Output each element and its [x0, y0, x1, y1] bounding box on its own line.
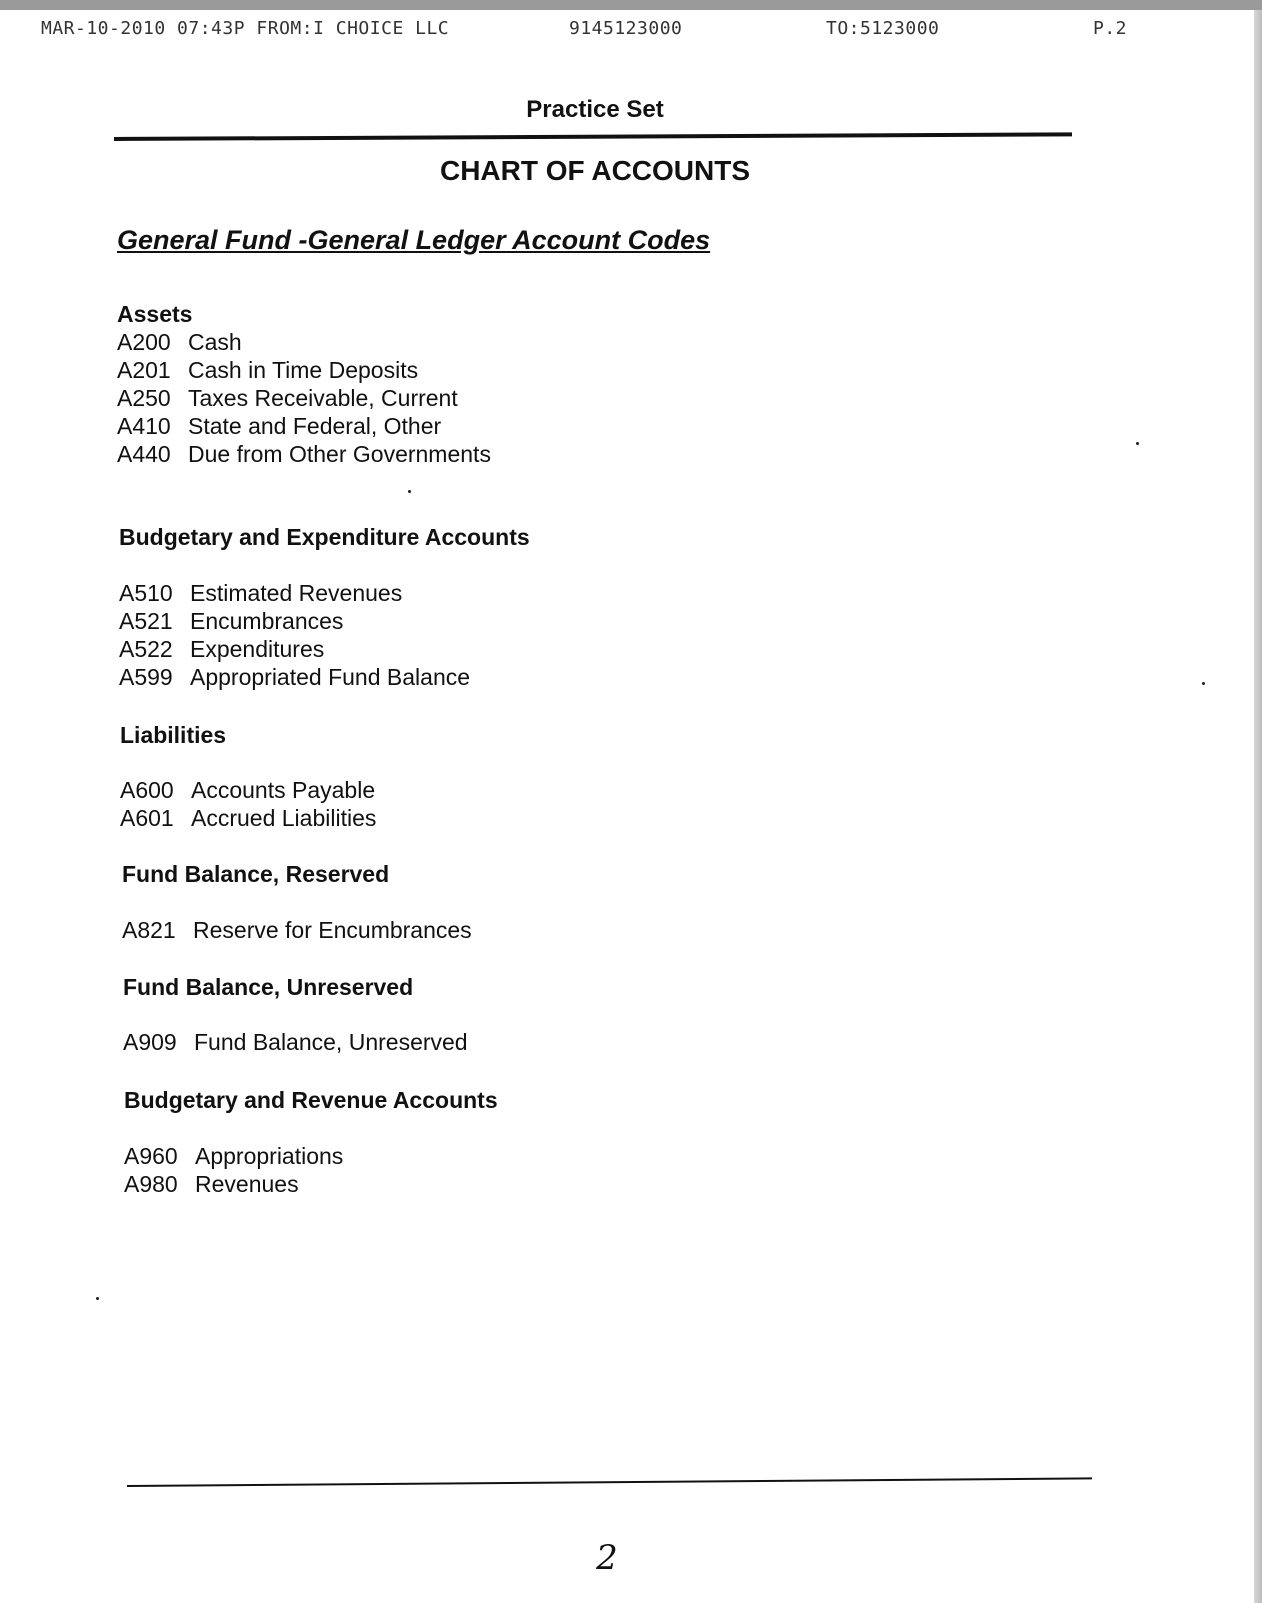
scan-speck [96, 1297, 99, 1300]
account-code: A599 [119, 664, 173, 690]
fax-header-page: P.2 [1093, 18, 1128, 39]
account-name: Appropriated Fund Balance [190, 664, 471, 690]
account-row [120, 777, 375, 804]
section-heading-liabilities: Liabilities [120, 722, 227, 748]
section-heading-fund-balance-reserved: Fund Balance, Reserved [122, 861, 390, 887]
account-code: A522 [119, 636, 173, 662]
account-row [124, 1143, 343, 1170]
scan-speck [1136, 442, 1139, 445]
account-row [123, 1029, 468, 1056]
account-row [122, 917, 472, 944]
scan-speck [1202, 682, 1205, 685]
account-name: Expenditures [190, 636, 325, 662]
account-row [119, 608, 343, 635]
account-code: A980 [124, 1171, 178, 1197]
account-row [119, 664, 470, 691]
document-page [0, 10, 1254, 1603]
practice-set-heading: Practice Set [526, 96, 664, 123]
account-code: A821 [122, 917, 176, 943]
account-name: Accounts Payable [191, 777, 376, 803]
fax-header-recipient: TO:5123000 [826, 18, 940, 39]
account-name: Reserve for Encumbrances [193, 917, 472, 943]
account-name: Cash [188, 329, 242, 355]
account-code: A250 [117, 385, 171, 411]
page-edge-shadow [1254, 10, 1262, 1603]
account-name: Estimated Revenues [190, 580, 403, 606]
section-heading-budgetary-expenditure: Budgetary and Expenditure Accounts [119, 524, 530, 550]
account-row [117, 441, 491, 468]
page-title: CHART OF ACCOUNTS [439, 155, 751, 186]
account-name: Cash in Time Deposits [188, 357, 419, 383]
account-code: A510 [119, 580, 173, 606]
account-name: Revenues [195, 1171, 299, 1197]
account-row [117, 385, 458, 412]
account-code: A200 [117, 329, 171, 355]
account-name: Taxes Receivable, Current [188, 385, 458, 411]
section-heading-budgetary-revenue: Budgetary and Revenue Accounts [124, 1087, 498, 1113]
account-row [119, 580, 402, 607]
section-heading-fund-balance-unreserved: Fund Balance, Unreserved [123, 974, 414, 1000]
account-row [119, 636, 324, 663]
account-name: Appropriations [195, 1143, 344, 1169]
account-row [117, 413, 441, 440]
account-name: Due from Other Governments [188, 441, 491, 467]
fax-header-sender: MAR-10-2010 07:43P FROM:I CHOICE LLC [41, 18, 450, 39]
account-name: Fund Balance, Unreserved [194, 1029, 468, 1055]
account-row [117, 357, 418, 384]
account-code: A960 [124, 1143, 178, 1169]
header-rule [114, 132, 1072, 141]
account-code: A521 [119, 608, 173, 634]
scan-speck [408, 490, 411, 493]
section-heading-assets: Assets [117, 301, 193, 327]
account-code: A201 [117, 357, 171, 383]
fax-header-number: 9145123000 [569, 18, 683, 39]
account-row [124, 1171, 299, 1198]
ledger-subtitle: General Fund -General Ledger Account Codes [117, 225, 711, 255]
account-code: A410 [117, 413, 171, 439]
account-row [120, 805, 376, 832]
account-code: A909 [123, 1029, 177, 1055]
footer-rule [127, 1477, 1092, 1487]
account-code: A600 [120, 777, 174, 803]
account-name: Accrued Liabilities [191, 805, 377, 831]
window-top-strip [0, 0, 1262, 10]
account-name: Encumbrances [190, 608, 344, 634]
account-code: A601 [120, 805, 174, 831]
fax-header [0, 18, 1254, 42]
account-code: A440 [117, 441, 171, 467]
page-number: 2 [596, 1538, 618, 1578]
account-name: State and Federal, Other [188, 413, 442, 439]
account-row [117, 329, 242, 356]
